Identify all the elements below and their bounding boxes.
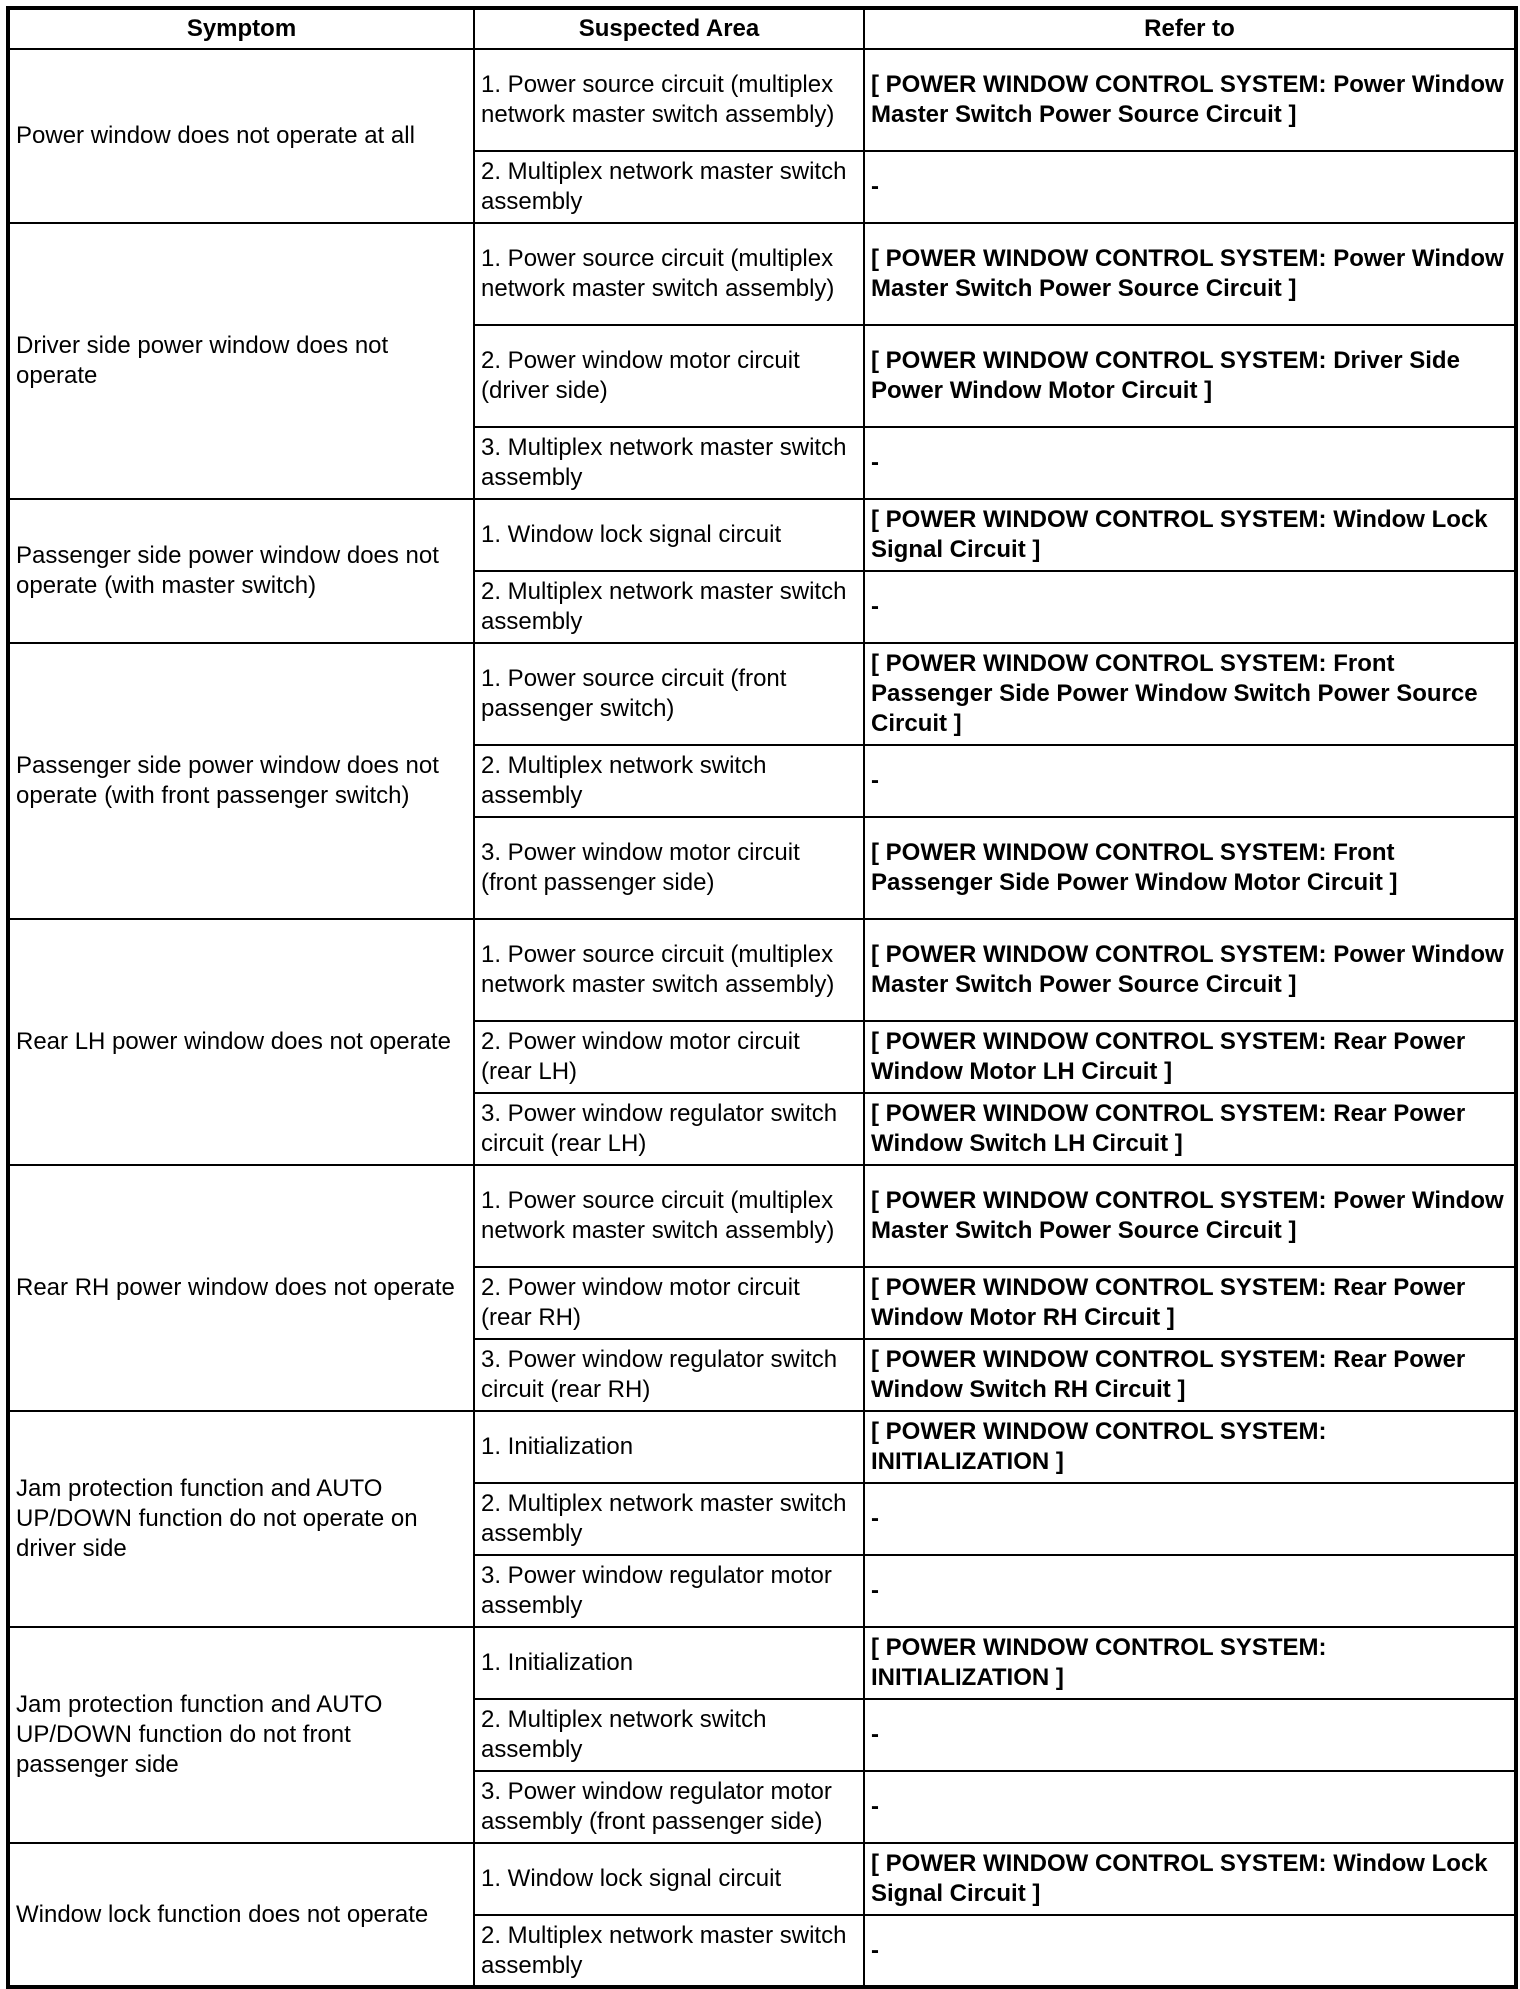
- suspected-area-cell: 3. Power window regulator switch circuit (rear RH): [474, 1339, 864, 1411]
- symptom-cell: Window lock function does not operate: [8, 1843, 474, 1987]
- suspected-area-cell: 2. Multiplex network master switch assembly: [474, 1483, 864, 1555]
- refer-to-cell: [ POWER WINDOW CONTROL SYSTEM: Window Lock Signal Circuit ]: [864, 499, 1516, 571]
- table-header-row: [8, 8, 1516, 49]
- refer-to-cell: [ POWER WINDOW CONTROL SYSTEM: Front Passenger Side Power Window Motor Circuit ]: [864, 817, 1516, 919]
- suspected-area-cell: 1. Window lock signal circuit: [474, 1843, 864, 1915]
- table-row: [8, 643, 1516, 745]
- suspected-area-cell: 3. Power window motor circuit (front passenger side): [474, 817, 864, 919]
- refer-to-cell: [ POWER WINDOW CONTROL SYSTEM: Rear Power Window Motor RH Circuit ]: [864, 1267, 1516, 1339]
- suspected-area-cell: 1. Power source circuit (multiplex network master switch assembly): [474, 49, 864, 151]
- refer-to-cell: [ POWER WINDOW CONTROL SYSTEM: Power Window Master Switch Power Source Circuit ]: [864, 223, 1516, 325]
- table-row: [8, 499, 1516, 571]
- suspected-area-cell: 1. Initialization: [474, 1411, 864, 1483]
- symptom-cell: Passenger side power window does not operate (with front passenger switch): [8, 643, 474, 919]
- refer-to-cell: [ POWER WINDOW CONTROL SYSTEM: Rear Power Window Switch RH Circuit ]: [864, 1339, 1516, 1411]
- suspected-area-cell: 1. Power source circuit (multiplex network master switch assembly): [474, 223, 864, 325]
- refer-to-cell: -: [864, 1699, 1516, 1771]
- refer-to-cell: [ POWER WINDOW CONTROL SYSTEM: Driver Side Power Window Motor Circuit ]: [864, 325, 1516, 427]
- suspected-area-cell: 2. Multiplex network master switch assembly: [474, 151, 864, 223]
- refer-to-cell: [ POWER WINDOW CONTROL SYSTEM: Rear Power Window Motor LH Circuit ]: [864, 1021, 1516, 1093]
- suspected-area-cell: 2. Power window motor circuit (rear LH): [474, 1021, 864, 1093]
- suspected-area-cell: 3. Power window regulator switch circuit (rear LH): [474, 1093, 864, 1165]
- symptom-cell: Power window does not operate at all: [8, 49, 474, 223]
- refer-to-cell: [ POWER WINDOW CONTROL SYSTEM: Power Window Master Switch Power Source Circuit ]: [864, 49, 1516, 151]
- suspected-area-cell: 1. Window lock signal circuit: [474, 499, 864, 571]
- suspected-area-cell: 2. Multiplex network switch assembly: [474, 745, 864, 817]
- suspected-area-cell: 2. Multiplex network master switch assembly: [474, 1915, 864, 1987]
- symptom-cell: Rear LH power window does not operate: [8, 919, 474, 1165]
- refer-to-cell: [ POWER WINDOW CONTROL SYSTEM: Power Window Master Switch Power Source Circuit ]: [864, 919, 1516, 1021]
- header-refer-to: Refer to: [864, 8, 1516, 49]
- table-row: [8, 1843, 1516, 1915]
- refer-to-cell: [ POWER WINDOW CONTROL SYSTEM: Window Lock Signal Circuit ]: [864, 1843, 1516, 1915]
- refer-to-cell: -: [864, 1915, 1516, 1987]
- symptom-cell: Jam protection function and AUTO UP/DOWN function do not operate on driver side: [8, 1411, 474, 1627]
- refer-to-cell: -: [864, 427, 1516, 499]
- suspected-area-cell: 2. Power window motor circuit (rear RH): [474, 1267, 864, 1339]
- suspected-area-cell: 2. Multiplex network master switch assembly: [474, 571, 864, 643]
- table-row: [8, 919, 1516, 1021]
- refer-to-cell: [ POWER WINDOW CONTROL SYSTEM: Rear Power Window Switch LH Circuit ]: [864, 1093, 1516, 1165]
- refer-to-cell: [ POWER WINDOW CONTROL SYSTEM: Power Window Master Switch Power Source Circuit ]: [864, 1165, 1516, 1267]
- symptom-cell: Driver side power window does not operate: [8, 223, 474, 499]
- refer-to-cell: -: [864, 1555, 1516, 1627]
- header-suspected-area: Suspected Area: [474, 8, 864, 49]
- refer-to-cell: [ POWER WINDOW CONTROL SYSTEM: INITIALIZATION ]: [864, 1627, 1516, 1699]
- problem-symptoms-table: [6, 6, 1518, 1989]
- suspected-area-cell: 3. Multiplex network master switch assembly: [474, 427, 864, 499]
- refer-to-cell: -: [864, 1483, 1516, 1555]
- symptom-cell: Jam protection function and AUTO UP/DOWN function do not front passenger side: [8, 1627, 474, 1843]
- refer-to-cell: -: [864, 745, 1516, 817]
- table-row: [8, 1165, 1516, 1267]
- suspected-area-cell: 1. Power source circuit (multiplex network master switch assembly): [474, 919, 864, 1021]
- table-row: [8, 223, 1516, 325]
- table-row: [8, 1411, 1516, 1483]
- symptom-cell: Rear RH power window does not operate: [8, 1165, 474, 1411]
- suspected-area-cell: 2. Power window motor circuit (driver side): [474, 325, 864, 427]
- refer-to-cell: [ POWER WINDOW CONTROL SYSTEM: INITIALIZATION ]: [864, 1411, 1516, 1483]
- refer-to-cell: [ POWER WINDOW CONTROL SYSTEM: Front Passenger Side Power Window Switch Power Source Circuit ]: [864, 643, 1516, 745]
- suspected-area-cell: 2. Multiplex network switch assembly: [474, 1699, 864, 1771]
- refer-to-cell: -: [864, 571, 1516, 643]
- table-row: [8, 1627, 1516, 1699]
- suspected-area-cell: 1. Power source circuit (front passenger switch): [474, 643, 864, 745]
- suspected-area-cell: 3. Power window regulator motor assembly (front passenger side): [474, 1771, 864, 1843]
- symptom-cell: Passenger side power window does not operate (with master switch): [8, 499, 474, 643]
- suspected-area-cell: 1. Power source circuit (multiplex network master switch assembly): [474, 1165, 864, 1267]
- refer-to-cell: -: [864, 1771, 1516, 1843]
- refer-to-cell: -: [864, 151, 1516, 223]
- table-row: [8, 49, 1516, 151]
- header-symptom: Symptom: [8, 8, 474, 49]
- suspected-area-cell: 1. Initialization: [474, 1627, 864, 1699]
- table-body: [8, 49, 1516, 1987]
- suspected-area-cell: 3. Power window regulator motor assembly: [474, 1555, 864, 1627]
